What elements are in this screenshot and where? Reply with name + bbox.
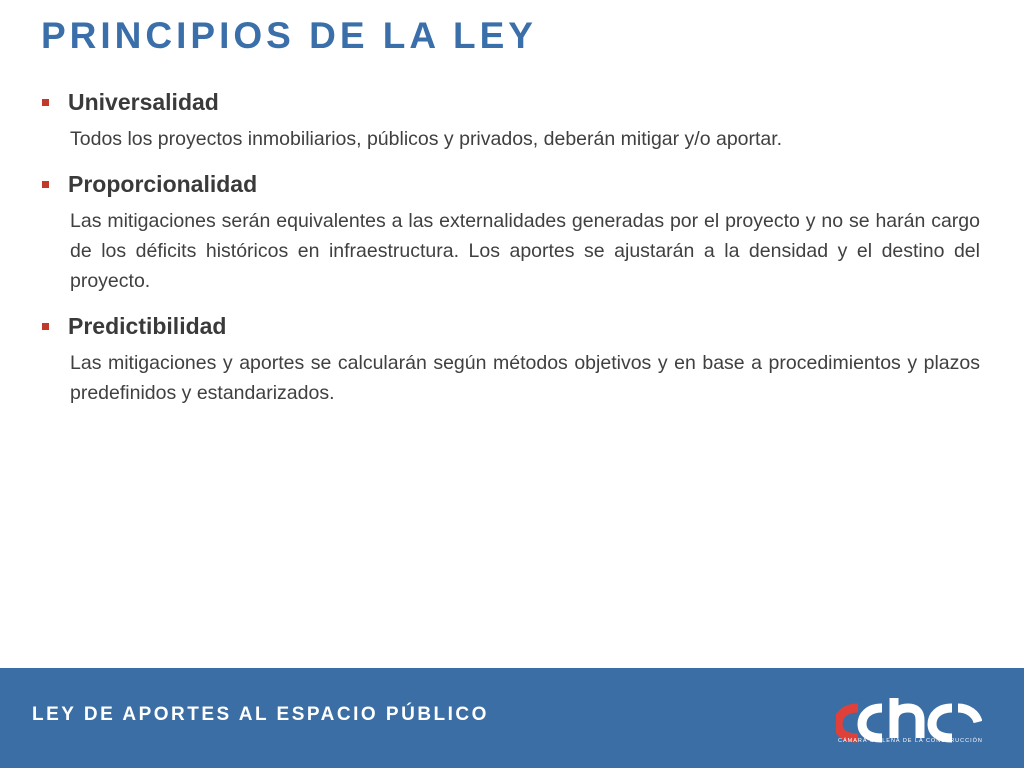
footer-text: LEY DE APORTES AL ESPACIO PÚBLICO: [32, 704, 489, 725]
slide-title: PRINCIPIOS DE LA LEY: [41, 15, 537, 56]
list-item-description: Las mitigaciones serán equivalentes a las externalidades generadas por el proyecto y no se harán cargo de los déficits históricos en infraestructura. Los aportes se ajustarán a la densidad y el destino del proyecto.: [70, 210, 980, 292]
list-item: [40, 86, 980, 154]
list-item-title: Universalidad: [68, 88, 219, 115]
list-item-header: [40, 168, 980, 200]
square-bullet-icon: [42, 181, 49, 188]
list-item-header: [40, 310, 980, 342]
list-item-title: Proporcionalidad: [68, 170, 258, 197]
principles-list: [40, 86, 980, 422]
footer-bar: [0, 668, 1024, 768]
list-item: [40, 310, 980, 408]
list-item-description: Todos los proyectos inmobiliarios, públicos y privados, deberán mitigar y/o aportar.: [70, 128, 783, 150]
list-item-header: [40, 86, 980, 118]
square-bullet-icon: [42, 323, 49, 330]
list-item-description: Las mitigaciones y aportes se calcularán según métodos objetivos y en base a procedimientos y plazos predefinidos y estandarizados.: [70, 352, 980, 404]
square-bullet-icon: [42, 99, 49, 106]
list-item: [40, 168, 980, 296]
logo-caption: CÁMARA CHILENA DE LA CONSTRUCCIÓN: [838, 738, 983, 744]
list-item-title: Predictibilidad: [68, 312, 227, 339]
